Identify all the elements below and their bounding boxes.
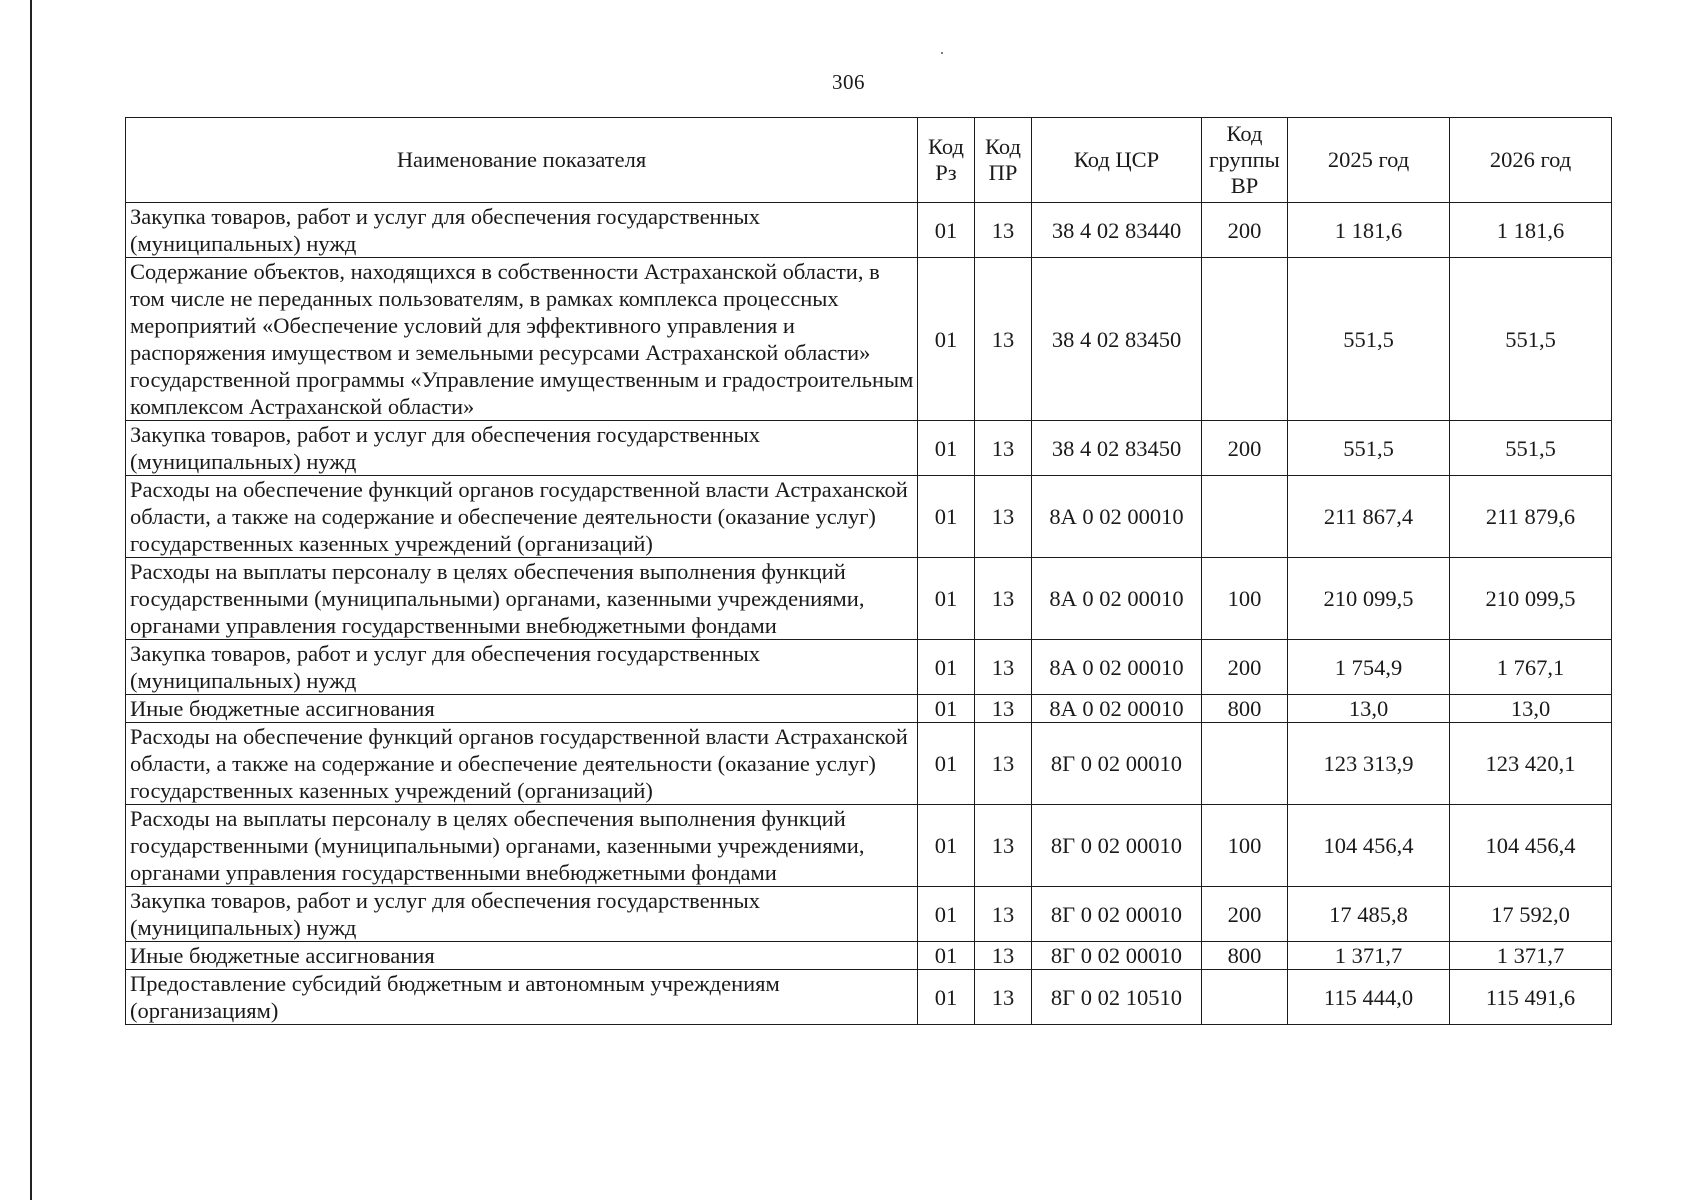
table-row	[126, 558, 1612, 640]
header-name: Наименование показателя	[126, 118, 918, 203]
cell-csr: 8Г 0 02 00010	[1032, 942, 1202, 970]
cell-csr: 8А 0 02 00010	[1032, 558, 1202, 640]
cell-2025: 1 371,7	[1288, 942, 1450, 970]
cell-2025: 17 485,8	[1288, 887, 1450, 942]
cell-vr: 200	[1202, 203, 1288, 258]
header-csr: Код ЦСР	[1032, 118, 1202, 203]
cell-pr: 13	[975, 942, 1032, 970]
cell-2026: 210 099,5	[1450, 558, 1612, 640]
table-body	[126, 203, 1612, 1025]
cell-vr	[1202, 258, 1288, 421]
cell-csr: 38 4 02 83450	[1032, 421, 1202, 476]
cell-vr: 200	[1202, 887, 1288, 942]
cell-2025: 115 444,0	[1288, 970, 1450, 1025]
table-row	[126, 887, 1612, 942]
cell-2026: 115 491,6	[1450, 970, 1612, 1025]
cell-pr: 13	[975, 695, 1032, 723]
cell-2026: 211 879,6	[1450, 476, 1612, 558]
cell-pr: 13	[975, 558, 1032, 640]
budget-table	[125, 117, 1612, 1025]
cell-rz: 01	[918, 723, 975, 805]
cell-pr: 13	[975, 640, 1032, 695]
header-rz: Код Рз	[918, 118, 975, 203]
cell-name: Иные бюджетные ассигнования	[126, 695, 918, 723]
cell-vr: 200	[1202, 640, 1288, 695]
cell-rz: 01	[918, 970, 975, 1025]
cell-2025: 210 099,5	[1288, 558, 1450, 640]
cell-csr: 8Г 0 02 00010	[1032, 723, 1202, 805]
page-number: 306	[832, 70, 865, 94]
cell-name: Предоставление субсидий бюджетным и автономным учреждениям (организациям)	[126, 970, 918, 1025]
cell-pr: 13	[975, 421, 1032, 476]
cell-csr: 8А 0 02 00010	[1032, 695, 1202, 723]
cell-pr: 13	[975, 258, 1032, 421]
binding-margin-line	[30, 0, 32, 1200]
header-vr: Код группы ВР	[1202, 118, 1288, 203]
cell-vr	[1202, 476, 1288, 558]
cell-2026: 1 371,7	[1450, 942, 1612, 970]
cell-vr	[1202, 723, 1288, 805]
cell-2025: 551,5	[1288, 421, 1450, 476]
cell-2025: 123 313,9	[1288, 723, 1450, 805]
cell-rz: 01	[918, 695, 975, 723]
cell-csr: 38 4 02 83450	[1032, 258, 1202, 421]
cell-name: Расходы на обеспечение функций органов государственной власти Астраханской области, а также на содержание и обеспечение деятельности (оказание услуг) государственных казенных учреждений (организаций)	[126, 723, 918, 805]
header-2026: 2026 год	[1450, 118, 1612, 203]
table-row	[126, 723, 1612, 805]
cell-2025: 1 754,9	[1288, 640, 1450, 695]
cell-2025: 13,0	[1288, 695, 1450, 723]
cell-rz: 01	[918, 805, 975, 887]
cell-csr: 8Г 0 02 10510	[1032, 970, 1202, 1025]
cell-2026: 17 592,0	[1450, 887, 1612, 942]
cell-vr: 100	[1202, 805, 1288, 887]
cell-2026: 123 420,1	[1450, 723, 1612, 805]
cell-name: Содержание объектов, находящихся в собственности Астраханской области, в том числе не переданных пользователям, в рамках комплекса процессных мероприятий «Обеспечение условий для эффективного управления и распоряжения имуществом и земельными ресурсами Астраханской области» государственной программы «Управление имущественным и градостроительным комплексом Астраханской области»	[126, 258, 918, 421]
cell-2025: 104 456,4	[1288, 805, 1450, 887]
table-header-row	[126, 118, 1612, 203]
cell-csr: 8А 0 02 00010	[1032, 476, 1202, 558]
cell-rz: 01	[918, 476, 975, 558]
cell-name: Закупка товаров, работ и услуг для обеспечения государственных (муниципальных) нужд	[126, 887, 918, 942]
table-row	[126, 258, 1612, 421]
table-row	[126, 805, 1612, 887]
cell-pr: 13	[975, 476, 1032, 558]
cell-rz: 01	[918, 421, 975, 476]
scan-speck	[941, 52, 943, 54]
cell-pr: 13	[975, 970, 1032, 1025]
table-row	[126, 942, 1612, 970]
table-row	[126, 695, 1612, 723]
cell-name: Расходы на выплаты персоналу в целях обеспечения выполнения функций государственными (муниципальными) органами, казенными учреждениями, органами управления государственными внебюджетными фондами	[126, 558, 918, 640]
cell-rz: 01	[918, 203, 975, 258]
cell-vr	[1202, 970, 1288, 1025]
cell-pr: 13	[975, 805, 1032, 887]
cell-2026: 104 456,4	[1450, 805, 1612, 887]
cell-2026: 1 181,6	[1450, 203, 1612, 258]
cell-name: Закупка товаров, работ и услуг для обеспечения государственных (муниципальных) нужд	[126, 421, 918, 476]
cell-2025: 551,5	[1288, 258, 1450, 421]
cell-name: Закупка товаров, работ и услуг для обеспечения государственных (муниципальных) нужд	[126, 203, 918, 258]
cell-csr: 8А 0 02 00010	[1032, 640, 1202, 695]
cell-2025: 211 867,4	[1288, 476, 1450, 558]
header-2025: 2025 год	[1288, 118, 1450, 203]
cell-vr: 100	[1202, 558, 1288, 640]
cell-name: Расходы на обеспечение функций органов государственной власти Астраханской области, а также на содержание и обеспечение деятельности (оказание услуг) государственных казенных учреждений (организаций)	[126, 476, 918, 558]
table-row	[126, 640, 1612, 695]
cell-vr: 800	[1202, 695, 1288, 723]
cell-vr: 200	[1202, 421, 1288, 476]
cell-pr: 13	[975, 723, 1032, 805]
cell-csr: 38 4 02 83440	[1032, 203, 1202, 258]
cell-2025: 1 181,6	[1288, 203, 1450, 258]
cell-pr: 13	[975, 887, 1032, 942]
cell-rz: 01	[918, 258, 975, 421]
cell-pr: 13	[975, 203, 1032, 258]
cell-2026: 1 767,1	[1450, 640, 1612, 695]
cell-2026: 551,5	[1450, 421, 1612, 476]
cell-rz: 01	[918, 887, 975, 942]
cell-name: Расходы на выплаты персоналу в целях обеспечения выполнения функций государственными (муниципальными) органами, казенными учреждениями, органами управления государственными внебюджетными фондами	[126, 805, 918, 887]
cell-rz: 01	[918, 558, 975, 640]
table-row	[126, 421, 1612, 476]
table-row	[126, 970, 1612, 1025]
cell-csr: 8Г 0 02 00010	[1032, 887, 1202, 942]
cell-rz: 01	[918, 640, 975, 695]
cell-2026: 13,0	[1450, 695, 1612, 723]
cell-csr: 8Г 0 02 00010	[1032, 805, 1202, 887]
header-pr: Код ПР	[975, 118, 1032, 203]
cell-vr: 800	[1202, 942, 1288, 970]
table-row	[126, 203, 1612, 258]
cell-rz: 01	[918, 942, 975, 970]
cell-name: Иные бюджетные ассигнования	[126, 942, 918, 970]
cell-2026: 551,5	[1450, 258, 1612, 421]
table-row	[126, 476, 1612, 558]
cell-name: Закупка товаров, работ и услуг для обеспечения государственных (муниципальных) нужд	[126, 640, 918, 695]
